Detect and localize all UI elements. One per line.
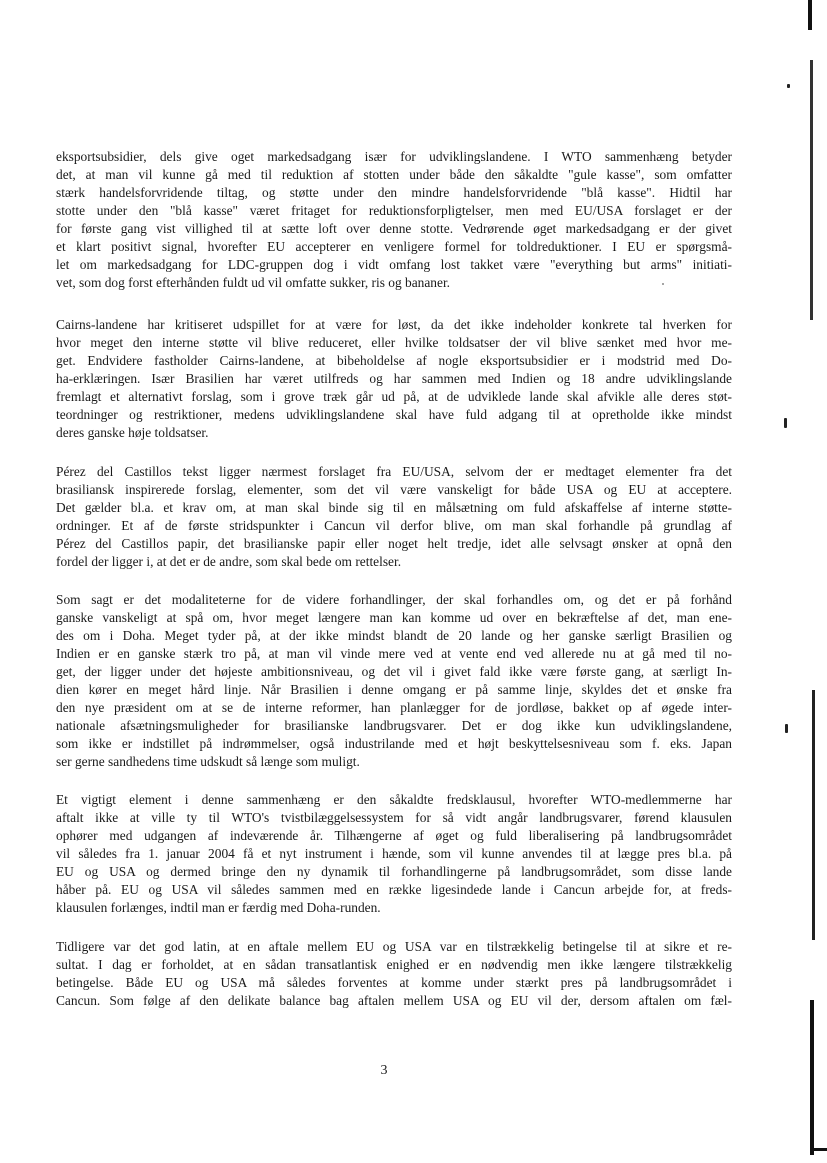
text-line: deres ganske høje toldsatser. [56, 425, 209, 440]
text-line: get. Endvidere fastholder Cairns-landene, at bibeholdelse af nogle eksportsubsidier er i modstrid med Do- [56, 353, 732, 368]
text-line: sultat. I dag er forholdet, at en sådan transatlantisk enighed er en nødvendig men ikke længere tilstrækkelig [56, 957, 732, 972]
text-line: nationale afsætningsmuligheder for brasilianske landbrugsvarer. Det er dog ikke kun udviklingslandene, [56, 718, 732, 733]
text-line: som ikke er indstillet på indrømmelser, også industrilande med et højt beskyttelsesniveau som f. eks. Japan [56, 736, 732, 751]
text-line: Et vigtigt element i denne sammenhæng er den såkaldte fredsklausul, hvorefter WTO-medlemmerne har [56, 792, 732, 807]
page-number: 3 [380, 1063, 388, 1078]
text-line: ordninger. Et af de første stridspunkter i Cancun vil derfor blive, om man skal forhandle på grundlag af [56, 518, 732, 533]
text-line: Som sagt er det modaliteterne for de videre forhandlinger, der skal forhandles om, og det er på forhånd [56, 592, 732, 607]
scan-edge-mark [810, 60, 813, 320]
text-line: den nye præsident om at se de interne reformer, han planlægger for de jordløse, bakket op af øgede inter- [56, 700, 732, 715]
scan-edge-mark [810, 1000, 814, 1155]
text-line: aftalt ikke at ville ty til WTO's tvistbilæggelsessystem for så vidt angår landbrugsvarer, førend klausulen [56, 810, 732, 825]
paragraph-1 [56, 148, 732, 292]
paragraph-4 [56, 591, 732, 771]
paragraph-5 [56, 791, 732, 917]
scan-speck [787, 84, 790, 88]
text-line: betingelse. Både EU og USA må således forventes at komme under stærkt pres på landbrugsområdet i [56, 975, 732, 990]
scan-edge-mark [810, 1148, 827, 1151]
text-line: get, der ligger under det højeste ambitionsniveau, og det vil i givet fald ikke være første gang, at særligt In- [56, 664, 732, 679]
paragraph-2 [56, 316, 732, 442]
text-line: et klart positivt signal, hvorefter EU accepterer en venligere formel for toldreduktioner. I EU er spørgsmå- [56, 239, 732, 254]
paragraph-3 [56, 463, 732, 571]
scan-speck [784, 418, 787, 428]
text-line: Cairns-landene har kritiseret udspillet for at være for løst, da det ikke indeholder konkrete tal hverken for [56, 317, 732, 332]
text-line: Indien er en ganske stærk tro på, at man vil vinde mere ved at vente end ved allerede nu at gå med til no- [56, 646, 732, 661]
text-line: ser gerne sandhedens time udskudt så længe som muligt. [56, 754, 360, 769]
text-line: hvor meget den interne støtte vil blive reduceret, eller hvilke toldsatser der vil blive sænket med hvor me- [56, 335, 732, 350]
scan-speck [785, 724, 788, 733]
text-line: Pérez del Castillos papir, det brasilianske papir eller noget helt tredje, idet alle selvsagt ønsker at opnå den [56, 536, 732, 551]
text-line: eksportsubsidier, dels give oget markedsadgang især for udviklingslandene. I WTO sammenhæng betyder [56, 149, 732, 164]
text-line: EU og USA og dermed bringe den ny dynamik til forhandlingerne på landbrugsområdet, som disse lande [56, 864, 732, 879]
text-line: fremlagt et alternativt forslag, som i grove træk går ud på, at de udviklede lande skal afvikle alle deres støt- [56, 389, 732, 404]
text-line: Pérez del Castillos tekst ligger nærmest forslaget fra EU/USA, selvom der er medtaget elementer fra det [56, 464, 732, 479]
text-line: Tidligere var det god latin, at en aftale mellem EU og USA var en tilstrækkelig betingelse til at sikre et re- [56, 939, 732, 954]
scan-edge-mark [812, 690, 815, 940]
text-line: brasiliansk inspirerede forslag, elementer, som det vil være vanskeligt for både USA og EU at acceptere. [56, 482, 732, 497]
text-line: ganske vanskeligt at spå om, hvor meget længere man kan komme ud over en bekræftelse af det, man ene- [56, 610, 732, 625]
text-line: let om markedsadgang for LDC-gruppen dog i vidt omfang lost takket være "everything but arms" initiati- [56, 257, 732, 272]
text-line: for første gang vist villighed til at sætte loft over denne stotte. Vedrørende øget markedsadgang er der givet [56, 221, 732, 236]
text-line: vil således fra 1. januar 2004 få et nyt instrument i hænde, som vil kunne anvendes til at lægge pres bl.a. på [56, 846, 732, 861]
text-line: fordel der ligger i, at det er de andre, som skal bede om rettelser. [56, 554, 402, 569]
text-line: stotte under den "blå kasse" været fritaget for reduktionsforpligtelser, men med EU/USA forslaget er der [56, 203, 732, 218]
text-line: ha-erklæringen. Især Brasilien har været utilfreds og har sammen med Indien og 18 andre udviklingslande [56, 371, 732, 386]
paragraph-6 [56, 938, 732, 1010]
text-line: vet, som dog forst efterhånden fuldt ud vil omfatte sukker, ris og bananer. [56, 275, 451, 290]
text-line: teordninger og restriktioner, medens udviklingslandene skal have fuld adgang til at opretholde ikke mindst [56, 407, 732, 422]
scan-speck [662, 283, 664, 285]
scan-edge-mark [808, 0, 812, 30]
text-line: håber på. EU og USA vil således sammen med en række ligesindede lande i Cancun arbejde for, at freds- [56, 882, 732, 897]
text-line: det, at man vil kunne gå med til reduktion af stotten under både den såkaldte "gule kasse", som omfatter [56, 167, 732, 182]
text-line: ophører med udgangen af indeværende år. Tilhængerne af øget og fuld liberalisering på landbrugsområdet [56, 828, 732, 843]
text-line: des om i Doha. Meget tyder på, at der ikke mindst blandt de 20 lande og her ganske særligt Brasilien og [56, 628, 732, 643]
text-line: klausulen forlænges, indtil man er færdig med Doha-runden. [56, 900, 381, 915]
text-line: Det gælder bl.a. et krav om, at man skal binde sig til en målsætning om fuld afskaffelse af interne støtte- [56, 500, 732, 515]
text-line: stærk handelsforvridende tiltag, og støtte under den mindre handelsforvridende "blå kasse". Hidtil har [56, 185, 732, 200]
text-line: Cancun. Som følge af den delikate balance bag aftalen mellem USA og EU vil der, dersom aftalen om fæl- [56, 993, 732, 1008]
text-line: dien kører en meget hård linje. Når Brasilien i denne omgang er på samme linje, skyldes det et ønske fra [56, 682, 732, 697]
